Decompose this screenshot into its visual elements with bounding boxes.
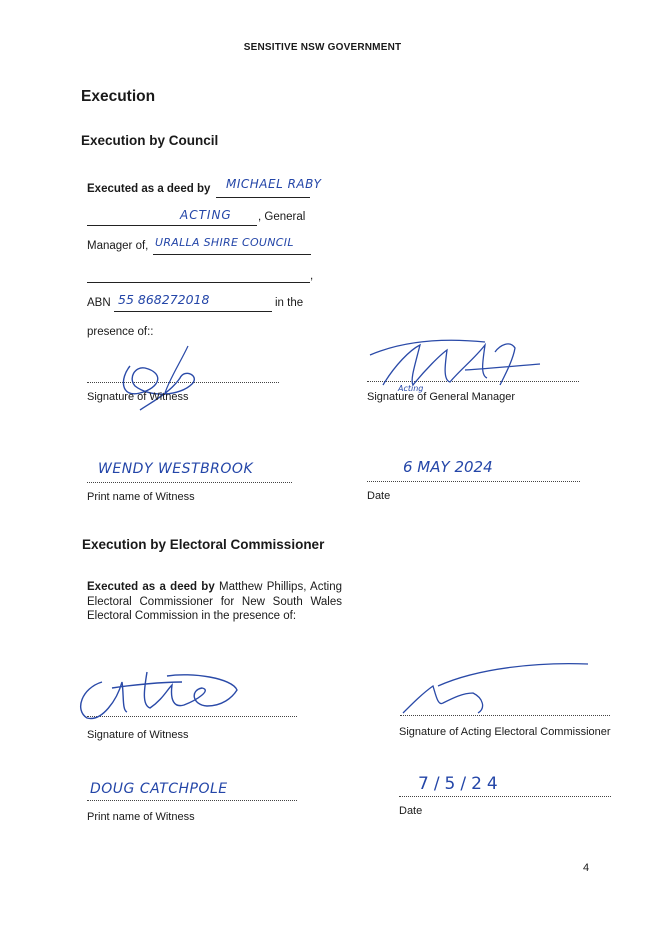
page-number: 4: [583, 862, 590, 874]
electoral-executed-paragraph: [87, 580, 342, 624]
electoral-executed-rest: Matthew Phillips, Acting Electoral Commissioner for New South Wales Electoral Commission in the presence of:: [87, 581, 342, 622]
council-general-text: , General: [258, 211, 306, 223]
electoral-witness-signature: [72, 660, 252, 730]
council-handwritten-abn: 55 868272018: [118, 292, 210, 307]
electoral-commissioner-signature: [398, 658, 598, 718]
electoral-date-handwritten: 7/5/24: [418, 774, 503, 794]
section-title: Execution: [81, 88, 156, 105]
electoral-executed-bold: Executed as a deed by: [87, 581, 215, 593]
council-blank-line: [87, 282, 310, 283]
council-witness-signature: [110, 338, 220, 418]
electoral-date-line: [399, 796, 611, 797]
electoral-witness-name-line: [87, 800, 297, 801]
council-handwritten-name: MICHAEL RABY: [226, 177, 322, 191]
council-council-line: [153, 254, 311, 255]
council-handwritten-council: URALLA SHIRE COUNCIL: [155, 236, 294, 249]
electoral-print-name-label: Print name of Witness: [87, 811, 195, 823]
council-heading: Execution by Council: [81, 133, 219, 148]
council-date-label: Date: [367, 490, 391, 502]
council-abn-line: [114, 311, 272, 312]
council-executed-label: Executed as a deed by: [87, 183, 211, 195]
electoral-signature-witness-label: Signature of Witness: [87, 729, 189, 741]
council-abn-label: ABN: [87, 297, 111, 309]
electoral-signature-commissioner-label: Signature of Acting Electoral Commissioner: [399, 726, 611, 738]
classification-header: SENSITIVE NSW GOVERNMENT: [243, 42, 402, 53]
council-date-handwritten: 6 MAY 2024: [403, 458, 493, 476]
council-role-line: [87, 225, 257, 226]
council-comma: ,: [310, 270, 314, 282]
council-presence-of: presence of::: [87, 326, 154, 338]
electoral-heading: Execution by Electoral Commissioner: [82, 537, 325, 552]
council-in-the: in the: [275, 297, 304, 309]
council-signature-gm-label: Signature of General Manager: [367, 391, 515, 403]
council-signature-witness-label: Signature of Witness: [87, 391, 189, 403]
council-date-line: [367, 481, 580, 482]
council-gm-annotation: Acting: [398, 384, 424, 393]
council-handwritten-role: ACTING: [180, 208, 232, 222]
electoral-witness-name-handwritten: DOUG CATCHPOLE: [90, 781, 228, 797]
electoral-date-label: Date: [399, 805, 423, 817]
council-print-name-label: Print name of Witness: [87, 491, 195, 503]
council-name-line: [216, 197, 310, 198]
council-witness-name-handwritten: WENDY WESTBROOK: [98, 461, 254, 477]
council-witness-name-line: [87, 482, 292, 483]
council-manager-of: Manager of,: [87, 240, 149, 252]
